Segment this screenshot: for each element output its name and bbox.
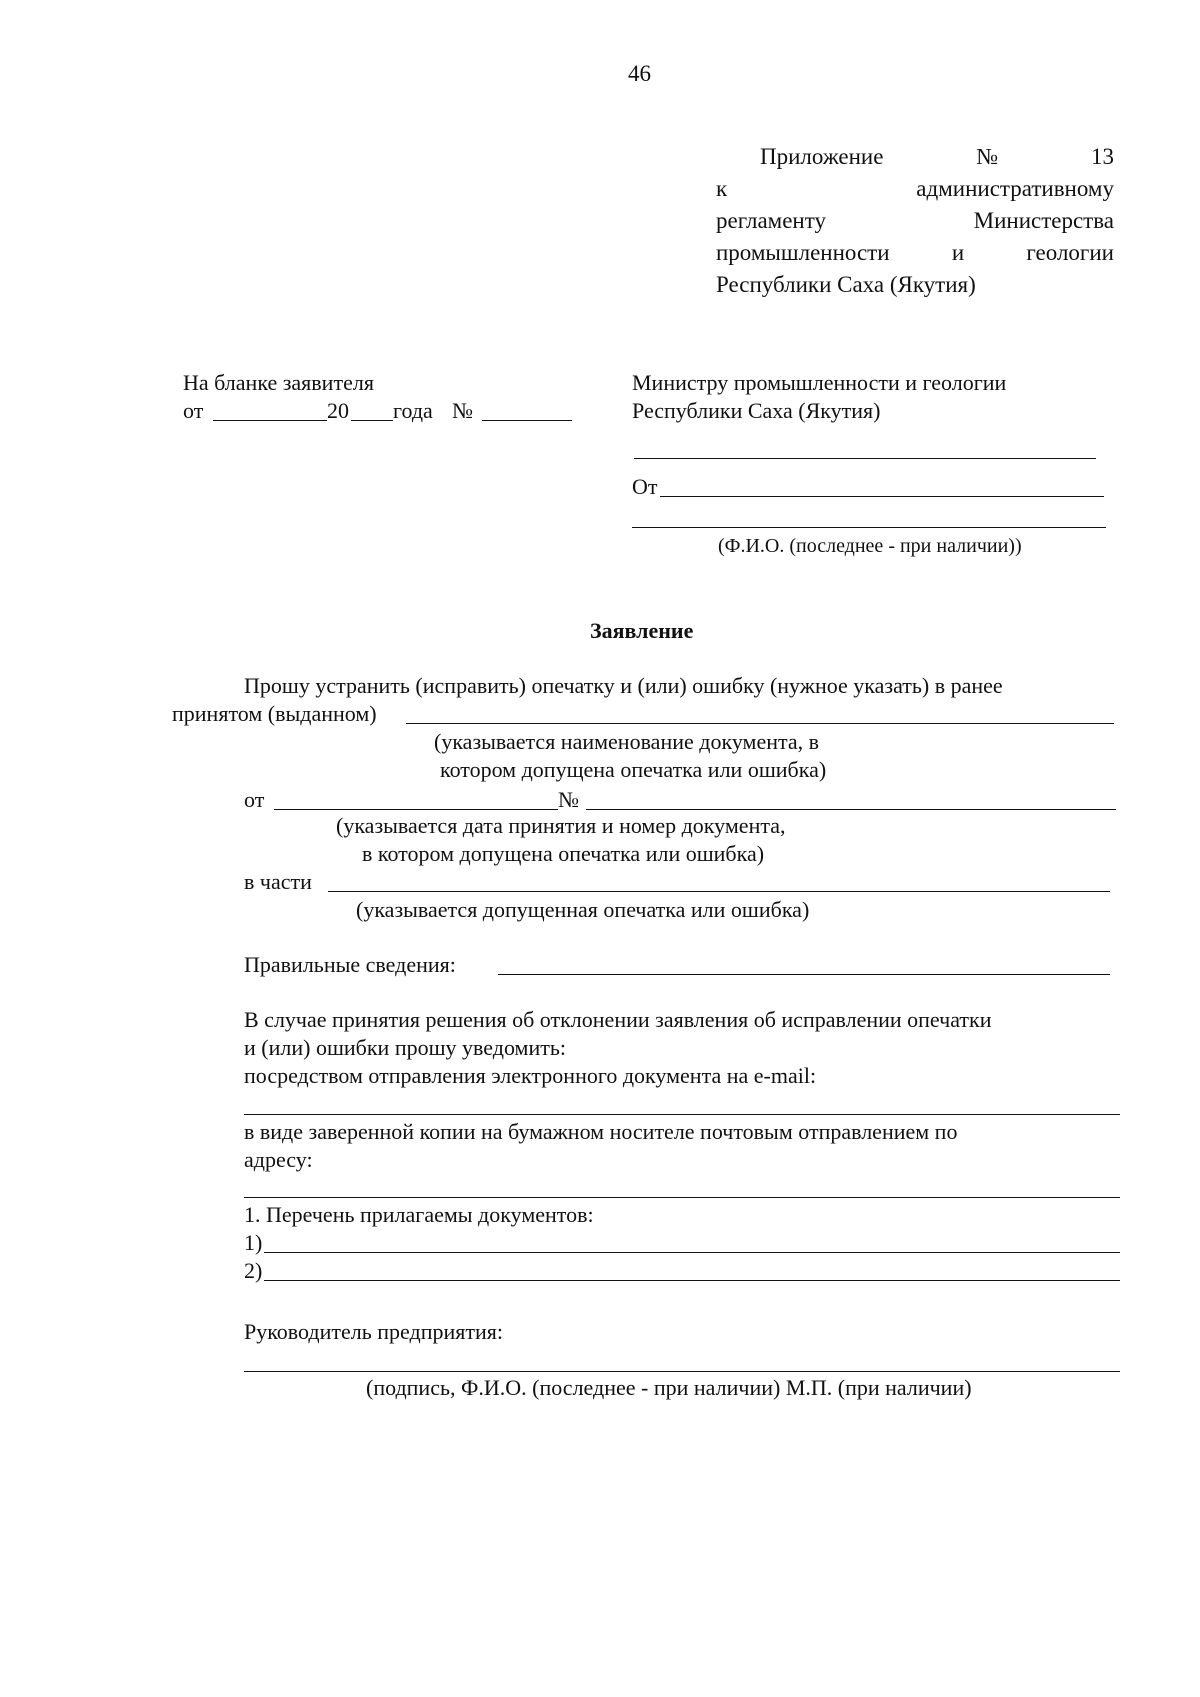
- page-number: 46: [628, 61, 651, 86]
- doc-name-note-1: (указывается наименование документа, в: [434, 729, 820, 754]
- appendix-and: и: [951, 240, 965, 265]
- appendix-regulation: регламенту: [716, 208, 826, 233]
- addressee-blank-line[interactable]: [634, 458, 1096, 459]
- appendix-number: 13: [1091, 144, 1114, 169]
- attachment-item-1-line[interactable]: [264, 1252, 1120, 1253]
- request-line-1: Прошу устранить (исправить) опечатку и (или) ошибку (нужное указать) в ранее: [244, 673, 1003, 698]
- issued-document-line[interactable]: [406, 723, 1114, 724]
- rejection-line-1: В случае принятия решения об отклонении заявления об исправлении опечатки: [244, 1007, 992, 1032]
- letterhead-year-word: года: [393, 398, 433, 423]
- correct-info-label: Правильные сведения:: [244, 952, 456, 977]
- appendix-k: к: [716, 176, 728, 201]
- attachment-item-1-label: 1): [244, 1230, 263, 1255]
- letterhead-year-prefix: 20: [327, 398, 349, 423]
- document-num-sign: №: [558, 787, 579, 812]
- addressee-line-2: Республики Саха (Якутия): [632, 398, 881, 423]
- part-label: в части: [244, 869, 312, 894]
- attachments-title: 1. Перечень прилагаемы документов:: [244, 1202, 594, 1227]
- document-number-line[interactable]: [586, 809, 1116, 810]
- appendix-row-3: [716, 207, 1114, 235]
- appendix-row-2: [716, 175, 1114, 203]
- appendix-word: Приложение: [760, 144, 884, 169]
- letterhead-num-sign: №: [452, 398, 473, 423]
- error-note: (указывается допущенная опечатка или ошибка): [356, 897, 810, 922]
- letterhead-number-line[interactable]: [482, 420, 572, 421]
- appendix-industry: промышленности: [716, 240, 890, 265]
- signature-note: (подпись, Ф.И.О. (последнее - при наличии) М.П. (при наличии): [366, 1375, 972, 1400]
- addressee-fio-note: (Ф.И.О. (последнее - при наличии)): [718, 535, 1022, 557]
- rejection-line-2: и (или) ошибки прошу уведомить:: [244, 1035, 566, 1060]
- part-line[interactable]: [328, 891, 1110, 892]
- head-label: Руководитель предприятия:: [244, 1319, 503, 1344]
- attachment-item-2-label: 2): [244, 1258, 263, 1283]
- appendix-block: [716, 143, 1114, 299]
- appendix-administrative: административному: [916, 176, 1114, 201]
- letterhead-from: от: [183, 398, 204, 423]
- document-date-line[interactable]: [274, 809, 558, 810]
- appendix-row-1: [716, 143, 1114, 171]
- attachment-item-2-line[interactable]: [264, 1280, 1120, 1281]
- letterhead-label: На бланке заявителя: [183, 370, 374, 395]
- letterhead-date-line[interactable]: [213, 420, 327, 421]
- issued-label: принятом (выданном): [172, 701, 377, 726]
- addressee-from-label: От: [632, 474, 658, 499]
- appendix-republic: Республики Саха (Якутия): [716, 272, 976, 297]
- date-note-2: в котором допущена опечатка или ошибка): [362, 841, 765, 866]
- correct-info-line[interactable]: [498, 974, 1110, 975]
- document-title: Заявление: [590, 618, 694, 643]
- addressee-from-line[interactable]: [660, 496, 1104, 497]
- letterhead-year-line[interactable]: [351, 420, 393, 421]
- paper-line-1: в виде заверенной копии на бумажном носителе почтовым отправлением по: [244, 1119, 958, 1144]
- doc-name-note-2: котором допущена опечатка или ошибка): [440, 757, 827, 782]
- date-from-label: от: [244, 787, 265, 812]
- paper-line-2: адресу:: [244, 1147, 313, 1172]
- email-line-label: посредством отправления электронного документа на e-mail:: [244, 1063, 817, 1088]
- date-note-1: (указывается дата принятия и номер документа,: [336, 813, 786, 838]
- addressee-line-1: Министру промышленности и геологии: [632, 370, 1007, 395]
- appendix-num-sign: №: [976, 144, 999, 169]
- appendix-geology: геологии: [1026, 240, 1114, 265]
- addressee-fio-line[interactable]: [632, 527, 1106, 528]
- signature-line[interactable]: [244, 1371, 1120, 1372]
- email-line[interactable]: [244, 1114, 1120, 1115]
- appendix-ministry: Министерства: [973, 208, 1114, 233]
- appendix-row-4: [716, 239, 1114, 267]
- address-line[interactable]: [244, 1197, 1120, 1198]
